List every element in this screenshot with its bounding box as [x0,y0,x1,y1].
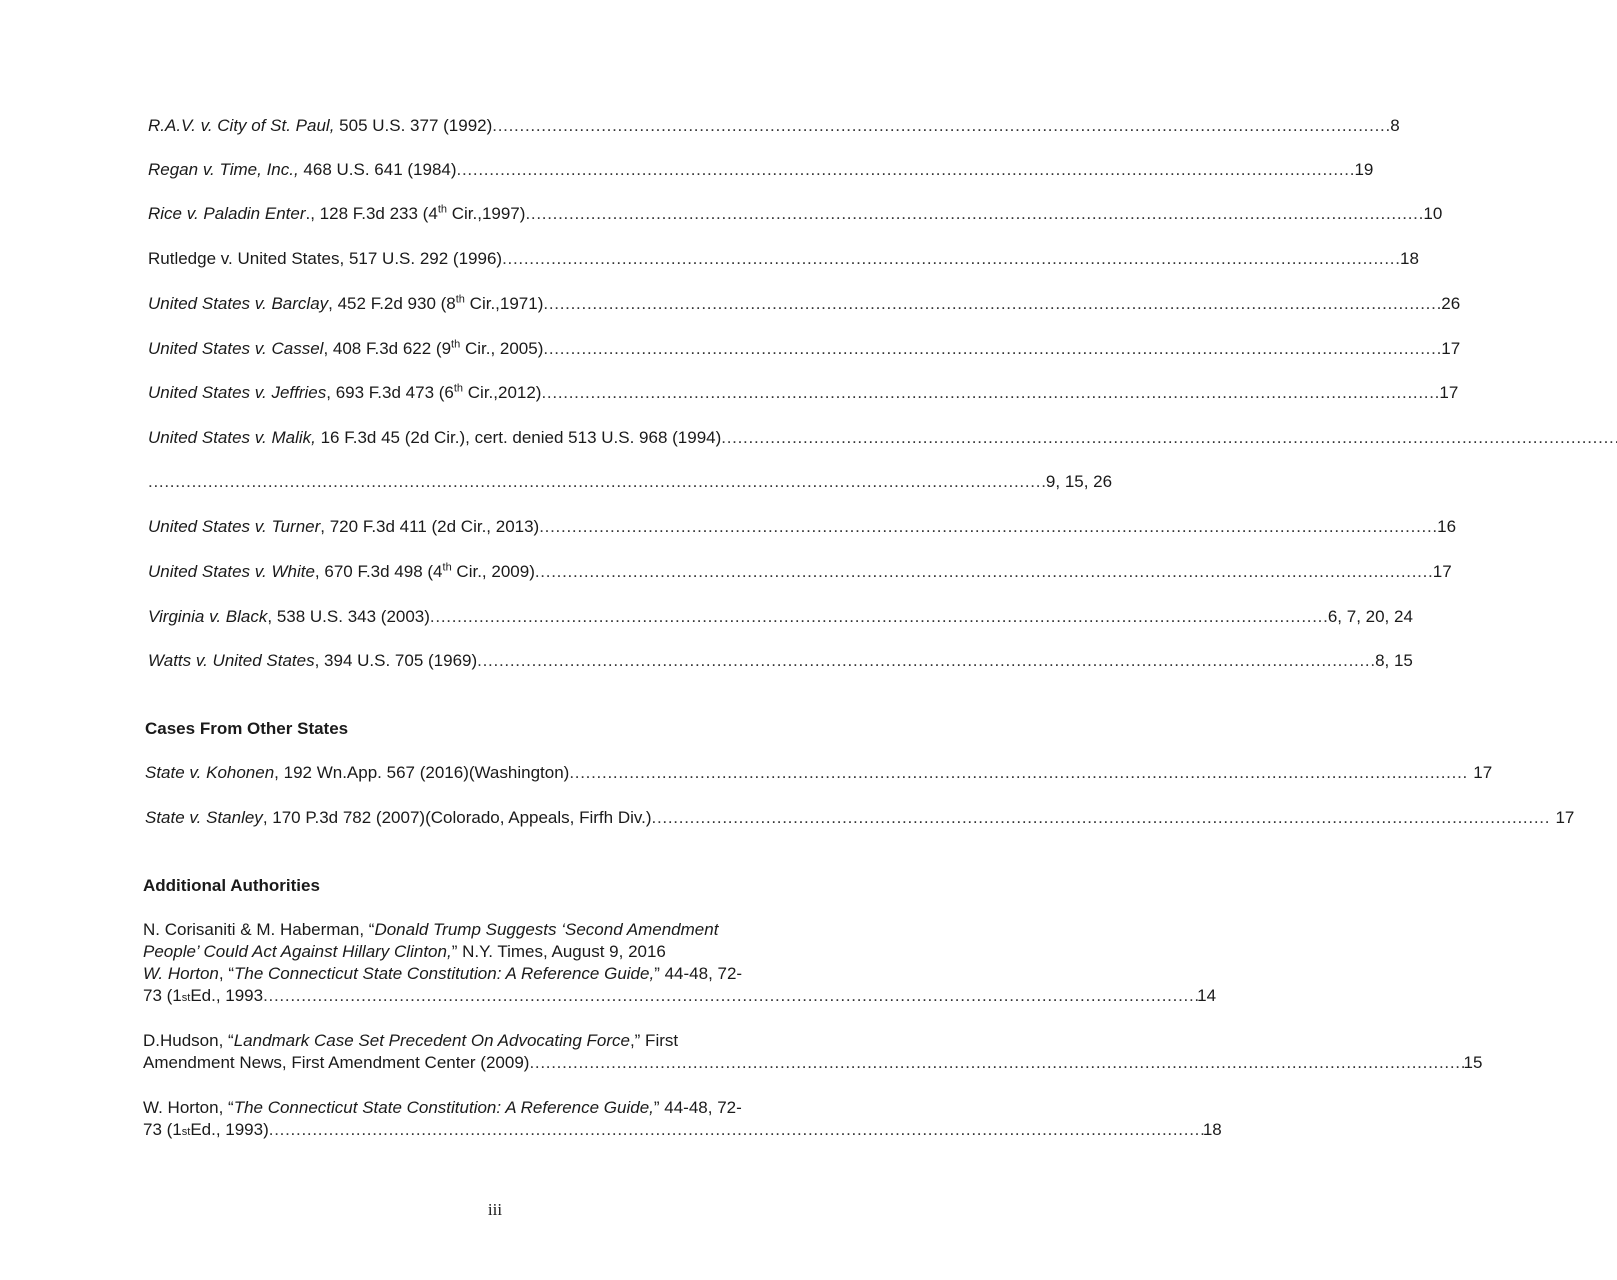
dot-leader [502,248,1398,270]
case-citation: , 394 U.S. 705 (1969) [314,651,478,670]
case-name: United States v. Barclay [148,294,329,313]
dot-leader [477,650,1373,672]
case-citation-end: Cir., 2005) [460,339,544,358]
section-heading: Cases From Other States [145,719,349,738]
case-citation-end: Cir.,1997) [447,204,526,223]
case-citation: Rutledge v. United States, 517 U.S. 292 (1996) [148,249,503,268]
page-ref: 16 [1437,517,1457,536]
toc-entry [148,427,848,449]
page-ref: 15 [1463,1053,1483,1072]
article-title: Donald Trump Suggests ‘Second Amendment [374,920,719,939]
toc-entry [145,807,1575,829]
publication: ” N.Y. Times, August 9, 2016 [451,942,666,961]
page-ref: 17 [1432,562,1452,581]
case-name: Virginia v. Black [148,607,268,626]
toc-entry [148,650,1413,672]
toc-entry [148,561,1452,583]
authority-entry: W. Horton, “ The Connecticut State Constitution: A Reference Guide, ” 44-48, 72- 73 (1 st Ed., 1993) . . . 18 [143,1097,843,1141]
ordinal-suffix: th [437,203,447,216]
dot-leader [525,203,1421,225]
pages: ” 44-48, 72- [654,964,743,983]
page-ref: 26 [1441,294,1461,313]
edition: Ed., 1993 [190,986,264,1005]
authority-entry [143,1030,1483,1074]
dot-leader [263,985,1197,1007]
toc-entry [145,762,1493,784]
case-name: State v. Stanley [145,808,263,827]
page-ref: 10 [1423,204,1443,223]
case-citation: ., 128 F.3d 233 (4 [305,204,438,223]
toc-entry [148,248,1419,270]
toc-entry [148,293,1461,315]
edition: Ed., 1993) [190,1120,269,1139]
dot-leader [457,159,1353,181]
toc-entry [148,159,1374,181]
author: W. Horton, “ [143,1098,234,1117]
case-name: Watts v. United States [148,651,315,670]
case-citation-end: Cir.,1971) [464,294,544,313]
dot-leader [535,561,1431,583]
ordinal-suffix: th [453,382,464,395]
book-title: The Connecticut State Constitution: A Reference Guide, [233,1098,654,1117]
toc-entry [148,203,1443,225]
case-citation: , 170 P.3d 782 (2007)(Colorado, Appeals, Firfh Div.) [262,808,652,827]
publication: ,” First [629,1031,679,1050]
case-citation: 505 U.S. 377 (1992) [334,116,493,135]
page-ref: 18 [1202,1120,1222,1139]
dot-leader [543,293,1439,315]
case-name: R.A.V. v. City of St. Paul, [148,116,335,135]
case-name: State v. Kohonen [145,763,275,782]
author: W. Horton [143,964,219,983]
page-ref: 6, 7, 20, 24 [1327,607,1413,626]
page-ref: 18 [1399,249,1419,268]
dot-leader [148,471,1044,493]
case-citation: , 538 U.S. 343 (2003) [267,607,430,626]
toc-entry [148,382,1459,404]
case-citation: 16 F.3d 45 (2d Cir.), cert. denied 513 U.S. 968 (1994) [315,428,722,447]
page-ref: 8 [1390,116,1400,135]
pages: ” 44-48, 72- [653,1098,742,1117]
case-citation: , 452 F.2d 930 (8 [328,294,456,313]
page-ref: 17 [1441,339,1461,358]
case-citation-end: Cir., 2009) [451,562,535,581]
case-name: Regan v. Time, Inc., [148,160,299,179]
dot-leader [721,427,1617,449]
toc-entry [148,606,1413,628]
publication-cont: Amendment News, First Amendment Center (2009) [143,1053,530,1072]
page-ref: 17 [1555,808,1575,827]
page-ref: 9, 15, 26 [1045,472,1113,491]
case-citation: , 720 F.3d 411 (2d Cir., 2013) [320,517,540,536]
dot-leader [269,1119,1203,1141]
case-name: United States v. Cassel [148,339,324,358]
dot-leader [543,338,1439,360]
case-citation: , 693 F.3d 473 (6 [326,383,454,402]
book-title: The Connecticut State Constitution: A Reference Guide, [234,964,655,983]
authority-entry: N. Corisaniti & M. Haberman, “ Donald Trump Suggests ‘Second Amendment People’ Could Act Against Hillary Clinton, ” N.Y. Times, August 9, 2016 W. Horton , “ The Connecticut State Constitution: A Reference Guide, ” 44-48, 72- 73 (1 st Ed., 1993 . . . 14 [143,919,843,1007]
case-name: United States v. Malik, [148,428,316,447]
pages-cont: 73 (1 [143,1120,182,1139]
pages-cont: 73 (1 [143,986,182,1005]
case-citation: , 670 F.3d 498 (4 [314,562,443,581]
ordinal-suffix: th [455,293,465,306]
page-ref: 17 [1439,383,1459,402]
case-citation-end: Cir.,2012) [463,383,542,402]
page-ref: 14 [1197,986,1217,1005]
ordinal-suffix: th [442,561,452,574]
punct: , “ [218,964,234,983]
case-citation: , 192 Wn.App. 567 (2016)(Washington) [274,763,570,782]
page-ref: 17 [1473,763,1493,782]
dot-leader [492,115,1388,137]
page-number: iii [487,1200,503,1219]
page-ref: 19 [1354,160,1374,179]
article-title: Landmark Case Set Precedent On Advocating Force [233,1031,630,1050]
toc-entry [148,338,1461,360]
case-citation: , 408 F.3d 622 (9 [323,339,452,358]
case-name: United States v. Jeffries [148,383,327,402]
case-name: United States v. White [148,562,315,581]
page-ref: 8, 15 [1375,651,1413,670]
case-name: Rice v. Paladin Enter [148,204,306,223]
dot-leader [652,807,1548,829]
case-name: United States v. Turner [148,517,321,536]
article-title-cont: People’ Could Act Against Hillary Clinton, [143,942,452,961]
dot-leader [541,382,1437,404]
case-citation: 468 U.S. 641 (1984) [298,160,457,179]
dot-leader [529,1052,1463,1074]
toc-entry [148,516,1457,538]
toc-entry [148,115,1400,137]
toc-entry-continued [148,471,1113,493]
dot-leader [569,762,1465,784]
section-heading: Additional Authorities [143,876,320,895]
dot-leader [430,606,1326,628]
author: N. Corisaniti & M. Haberman, “ [143,920,375,939]
author: D.Hudson, “ [143,1031,234,1050]
dot-leader [539,516,1435,538]
ordinal-suffix: th [451,338,461,351]
